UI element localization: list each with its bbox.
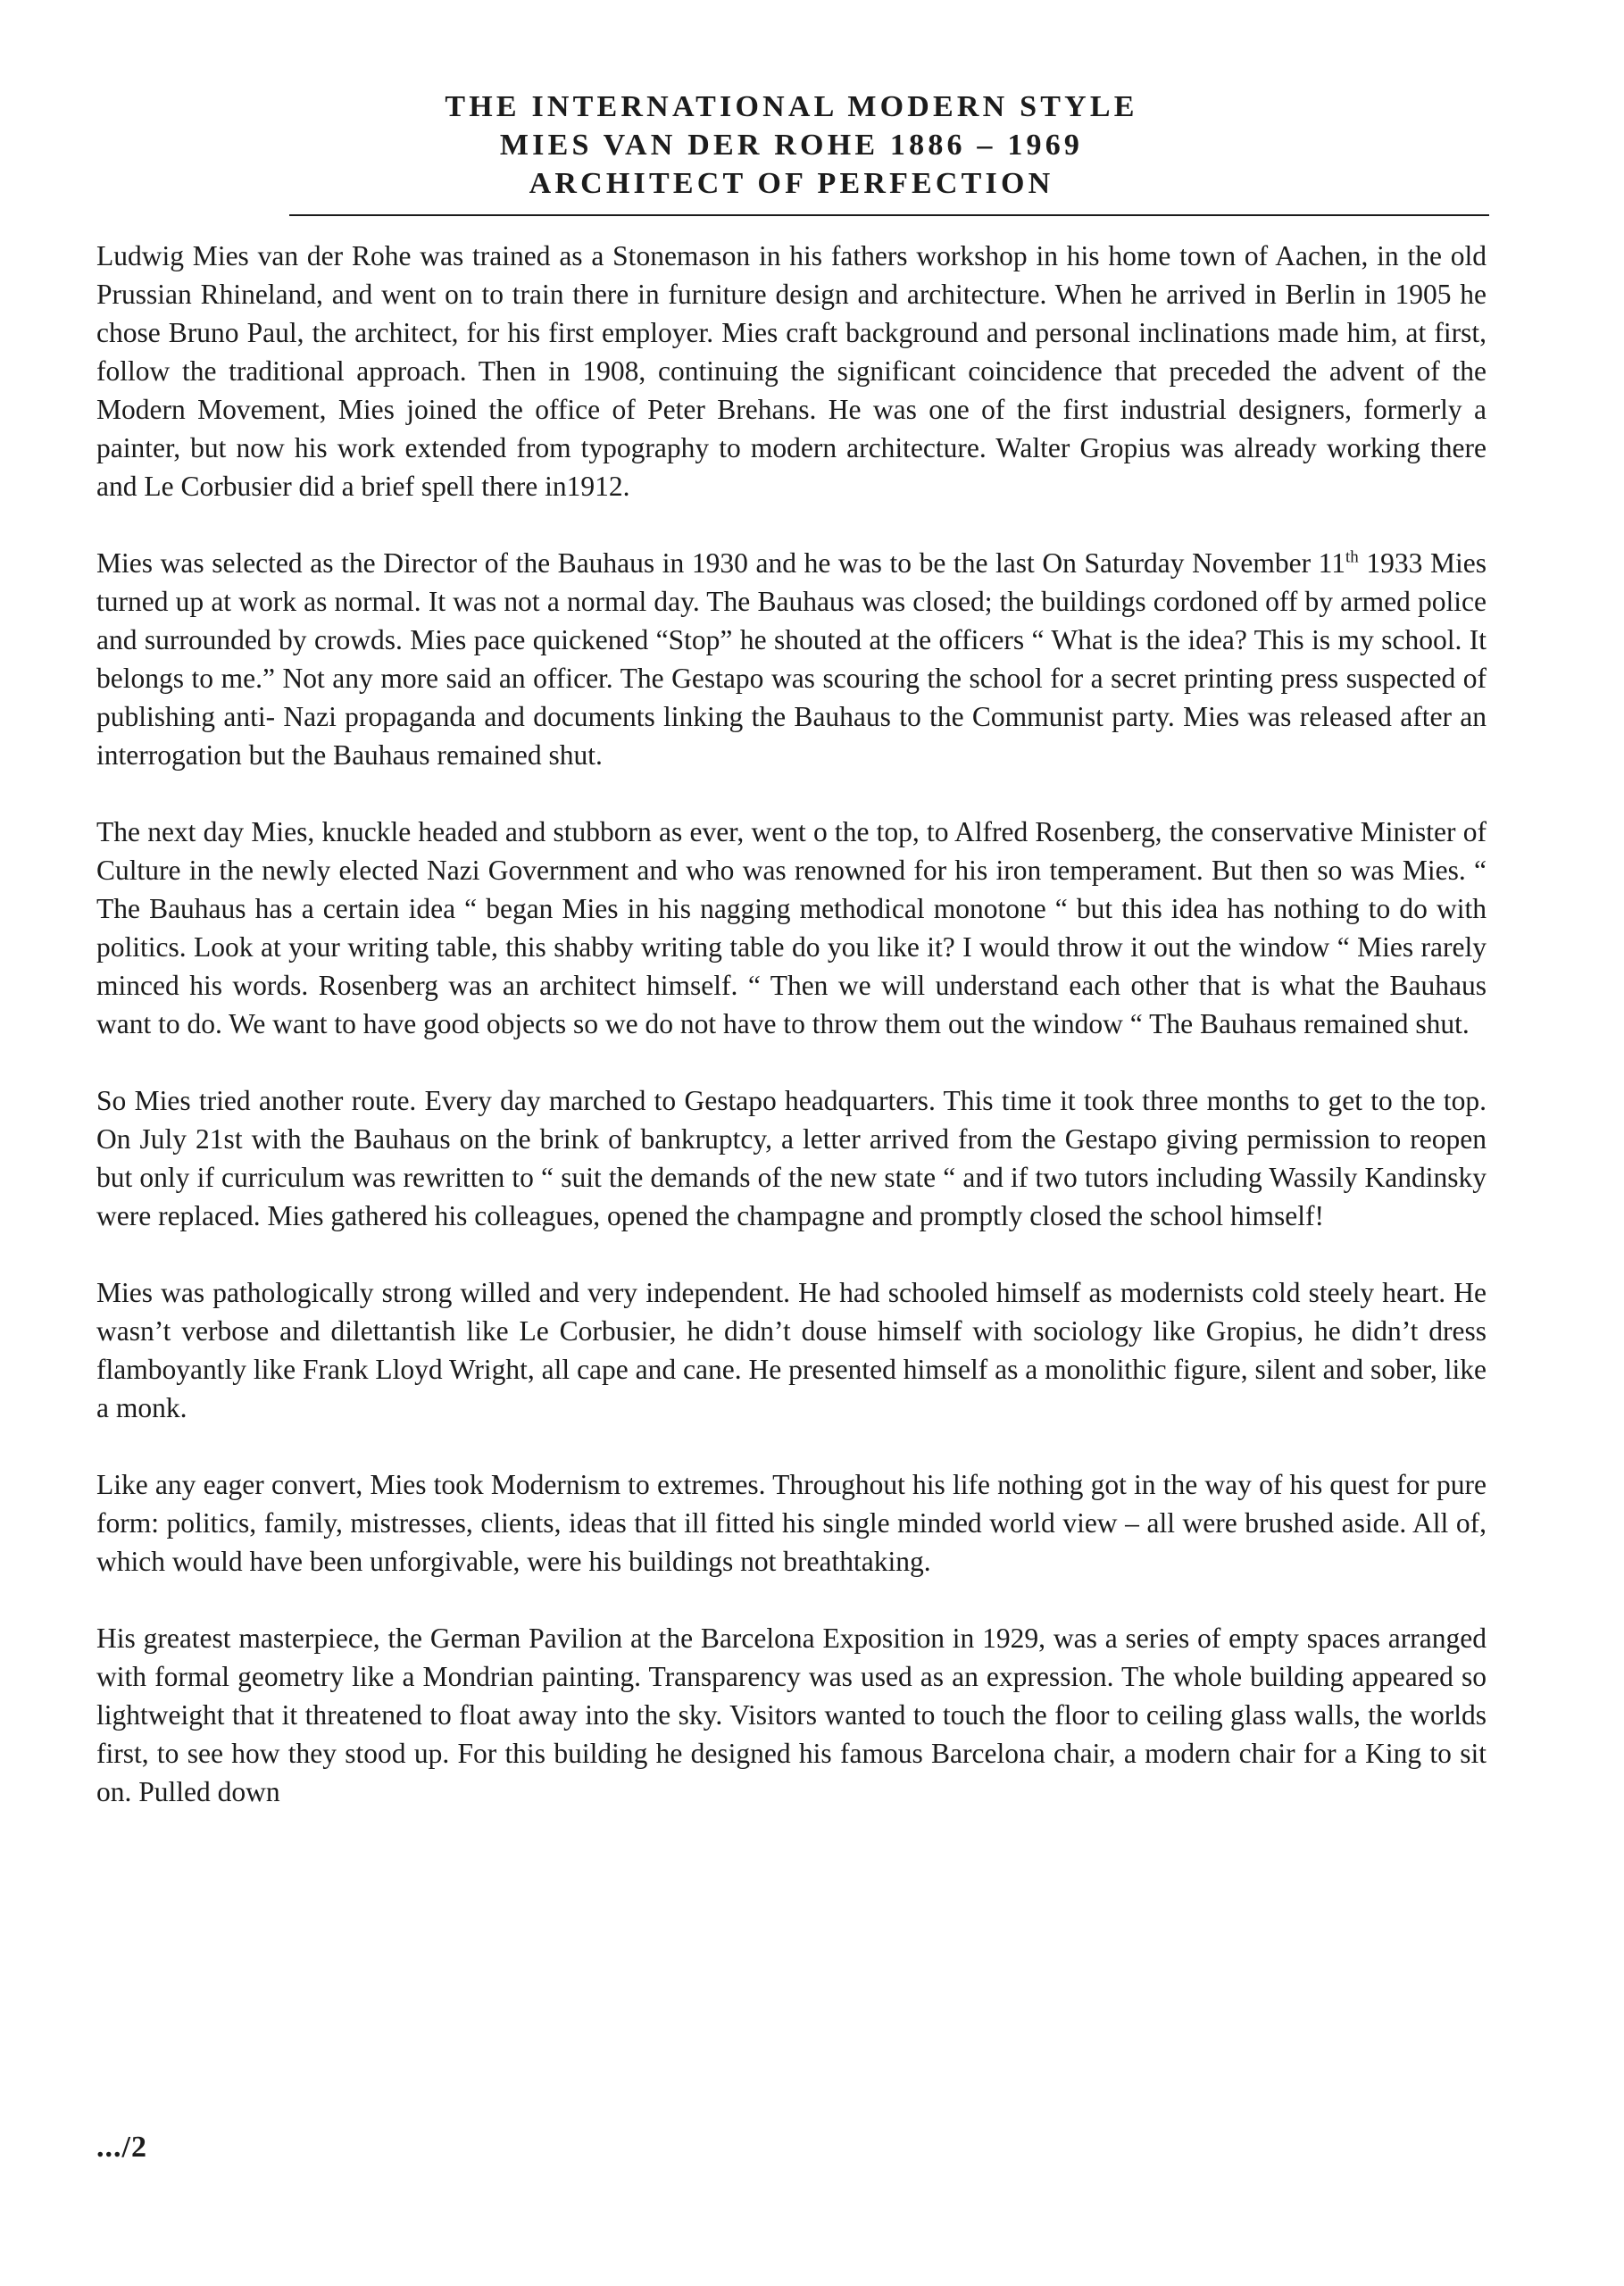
paragraph-text-part: Mies was selected as the Director of the Bauhaus in 1930 and he was to be the last On Saturday November 11 [96, 547, 1345, 579]
header-divider [289, 214, 1489, 216]
paragraph-modernism: Like any eager convert, Mies took Modernism to extremes. Throughout his life nothing got in the way of his quest for pure form: politics, family, mistresses, clients, ideas that ill fitted his single minded world view – all were brushed aside. All of, which would have been unforgivable, were his buildings not breathtaking. [96, 1469, 1487, 1577]
title-line-3: ARCHITECT OF PERFECTION [529, 167, 1054, 200]
paragraph-text-part: 1933 Mies turned up at work as normal. It was not a normal day. The Bauhaus was closed; the buildings cordoned off by armed police and surrounded by crowds. Mies pace quickened “Stop” he shouted at the officers “ What is the idea? This is my school. It belongs to me.” Not any more said an officer. The Gestapo was scouring the school for a secret printing press suspected of publishing anti- Nazi propaganda and documents linking the Bauhaus to the Communist party. Mies was released after an interrogation but the Bauhaus remained shut. [96, 547, 1487, 771]
paragraph-rosenberg: The next day Mies, knuckle headed and stubborn as ever, went o the top, to Alfred Rosenberg, the conservative Minister of Culture in the newly elected Nazi Government and who was renowned for his iron temperament. But then so was Mies. “ The Bauhaus has a certain idea “ began Mies in his nagging methodical monotone “ but this idea has nothing to do with politics. Look at your writing table, this shabby writing table do you like it? I would throw it out the window “ Mies rarely minced his words. Rosenberg was an architect himself. “ Then we will understand each other that is what the Bauhaus want to do. We want to have good objects so we do not have to throw them out the window “ The Bauhaus remained shut. [96, 816, 1487, 1039]
paragraph-bauhaus-director [96, 544, 1487, 774]
title-line-1: THE INTERNATIONAL MODERN STYLE [445, 90, 1138, 123]
paragraph-training: Ludwig Mies van der Rohe was trained as a Stonemason in his fathers workshop in his home town of Aachen, in the old Prussian Rhineland, and went on to train there in furniture design and architecture. When he arrived in Berlin in 1905 he chose Bruno Paul, the architect, for his first employer. Mies craft background and personal inclinations made him, at first, follow the traditional approach. Then in 1908, continuing the significant coincidence that preceded the advent of the Modern Movement, Mies joined the office of Peter Brehans. He was one of the first industrial designers, formerly a painter, but now his work extended from typography to modern architecture. Walter Gropius was already working there and Le Corbusier did a brief spell there in1912. [96, 240, 1487, 502]
title-line-2: MIES VAN DER ROHE 1886 – 1969 [499, 129, 1084, 162]
paragraph-gestapo: So Mies tried another route. Every day marched to Gestapo headquarters. This time it took three months to get to the top. On July 21st with the Bauhaus on the brink of bankruptcy, a letter arrived from the Gestapo giving permission to reopen but only if curriculum was rewritten to “ suit the demands of the new state “ and if two tutors including Wassily Kandinsky were replaced. Mies gathered his colleagues, opened the champagne and promptly closed the school himself! [96, 1085, 1487, 1231]
page-continuation-marker: .../2 [96, 2131, 147, 2164]
document-header [96, 88, 1487, 203]
ordinal-suffix: th [1345, 547, 1359, 567]
document-body [96, 237, 1487, 1849]
paragraph-barcelona-pavilion: His greatest masterpiece, the German Pavilion at the Barcelona Exposition in 1929, was a series of empty spaces arranged with formal geometry like a Mondrian painting. Transparency was used as an expression. The whole building appeared so lightweight that it threatened to float away into the sky. Visitors wanted to touch the floor to ceiling glass walls, the worlds first, to see how they stood up. For this building he designed his famous Barcelona chair, a modern chair for a King to sit on. Pulled down [96, 1623, 1487, 1807]
paragraph-character: Mies was pathologically strong willed and very independent. He had schooled himself as modernists cold steely heart. He wasn’t verbose and dilettantish like Le Corbusier, he didn’t douse himself with sociology like Gropius, he didn’t dress flamboyantly like Frank Lloyd Wright, all cape and cane. He presented himself as a monolithic figure, silent and sober, like a monk. [96, 1277, 1487, 1423]
